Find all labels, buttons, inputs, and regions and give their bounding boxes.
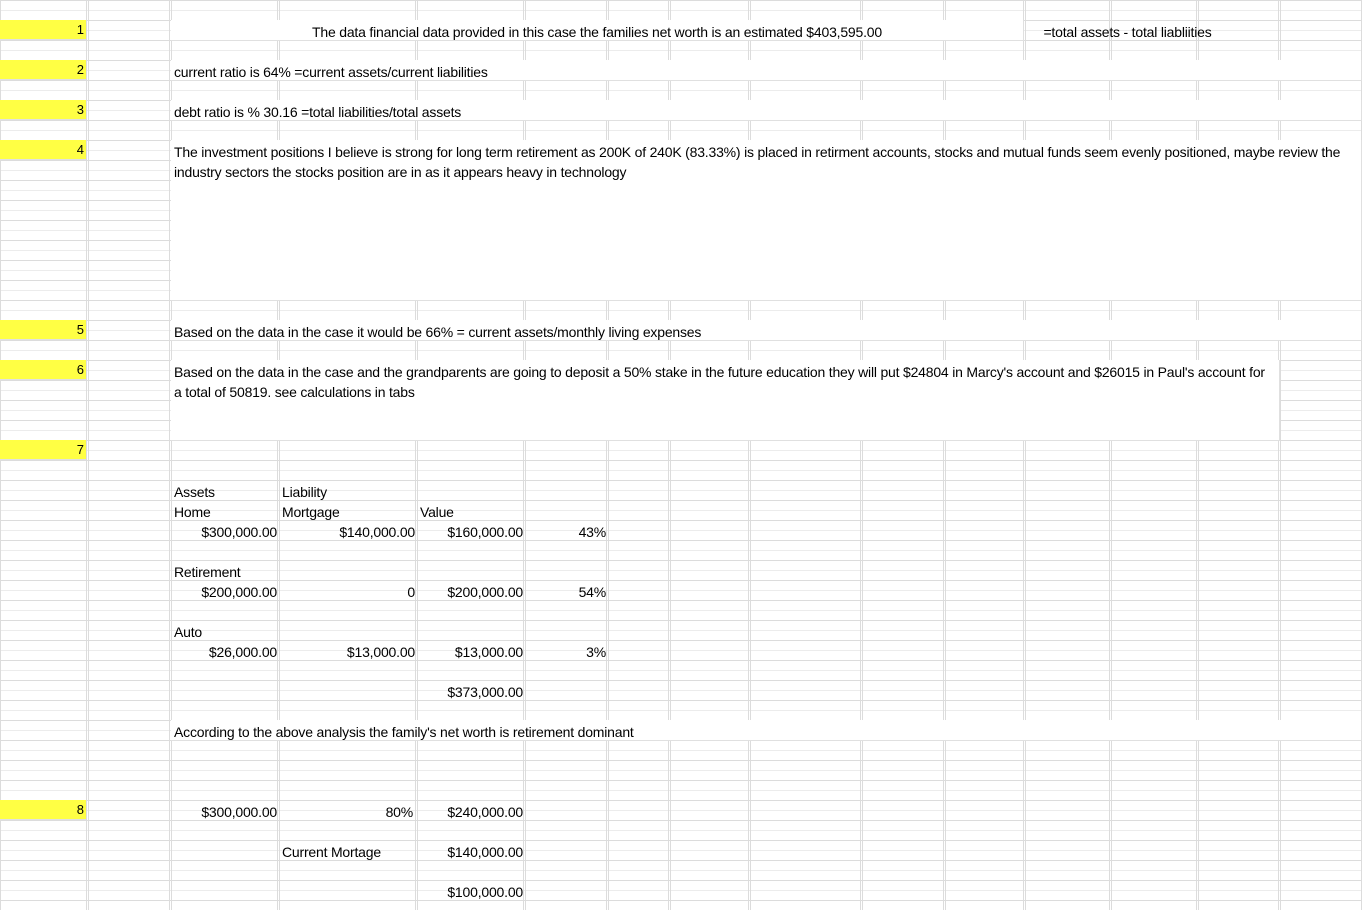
- auto-liability: $13,000.00: [346, 644, 415, 660]
- q1-answer: The data financial data provided in this case the families net worth is an estimated $403,595.00: [312, 24, 882, 40]
- retirement-value: $200,000.00: [447, 584, 523, 600]
- row-header-2[interactable]: 2: [0, 60, 86, 80]
- home-asset: $300,000.00: [201, 524, 277, 540]
- auto-label: Auto: [174, 624, 202, 640]
- q6-answer: Based on the data in the case and the grandparents are going to deposit a 50% stake in the future education they will put $24804 in Marcy's account and $26015 in Paul's account for a total of 50819. see calculations in tabs: [174, 364, 1265, 400]
- liability-header: Liability: [282, 484, 327, 500]
- home-value: $160,000.00: [447, 524, 523, 540]
- equity-value: $100,000.00: [447, 884, 523, 900]
- auto-asset: $26,000.00: [208, 644, 277, 660]
- home-liability: $140,000.00: [339, 524, 415, 540]
- row-header-1[interactable]: 1: [0, 20, 86, 40]
- retirement-label: Retirement: [174, 564, 241, 580]
- row-header-8[interactable]: 8: [0, 800, 86, 820]
- value-header: Value: [420, 504, 454, 520]
- home-percent: 43%: [578, 524, 606, 540]
- current-mortgage-label: Current Mortage: [282, 844, 381, 860]
- q8-percent: 80%: [385, 804, 413, 820]
- row-header-3[interactable]: 3: [0, 100, 86, 120]
- auto-percent: 3%: [586, 644, 606, 660]
- q5-answer: Based on the data in the case it would be 66% = current assets/monthly living expenses: [174, 324, 702, 340]
- row-header-6[interactable]: 6: [0, 360, 86, 380]
- q3-answer: debt ratio is % 30.16 =total liabilities/total assets: [174, 104, 462, 120]
- row-header-7[interactable]: 7: [0, 440, 86, 460]
- q2-answer: current ratio is 64% =current assets/current liabilities: [174, 64, 488, 80]
- total-value: $373,000.00: [447, 684, 523, 700]
- retirement-asset: $200,000.00: [201, 584, 277, 600]
- row-header-5[interactable]: 5: [0, 320, 86, 340]
- home-label: Home: [174, 504, 211, 520]
- conclusion-text: According to the above analysis the family's net worth is retirement dominant: [174, 724, 634, 740]
- retirement-liability: 0: [407, 584, 415, 600]
- q1-formula: =total assets - total liabliities: [1043, 24, 1212, 40]
- current-mortgage-value: $140,000.00: [447, 844, 523, 860]
- assets-header: Assets: [174, 484, 215, 500]
- row-header-4[interactable]: 4: [0, 140, 86, 160]
- mortgage-label: Mortgage: [282, 504, 340, 520]
- auto-value: $13,000.00: [454, 644, 523, 660]
- q8-loan-amount: $240,000.00: [447, 804, 523, 820]
- q4-answer: The investment positions I believe is strong for long term retirement as 200K of 240K (83.33%) is placed in retirment accounts, stocks and mutual funds seem evenly positioned, maybe review the industry sectors the stocks position are in as it appears heavy in technology: [174, 144, 1341, 180]
- retirement-percent: 54%: [578, 584, 606, 600]
- q8-home-value: $300,000.00: [201, 804, 277, 820]
